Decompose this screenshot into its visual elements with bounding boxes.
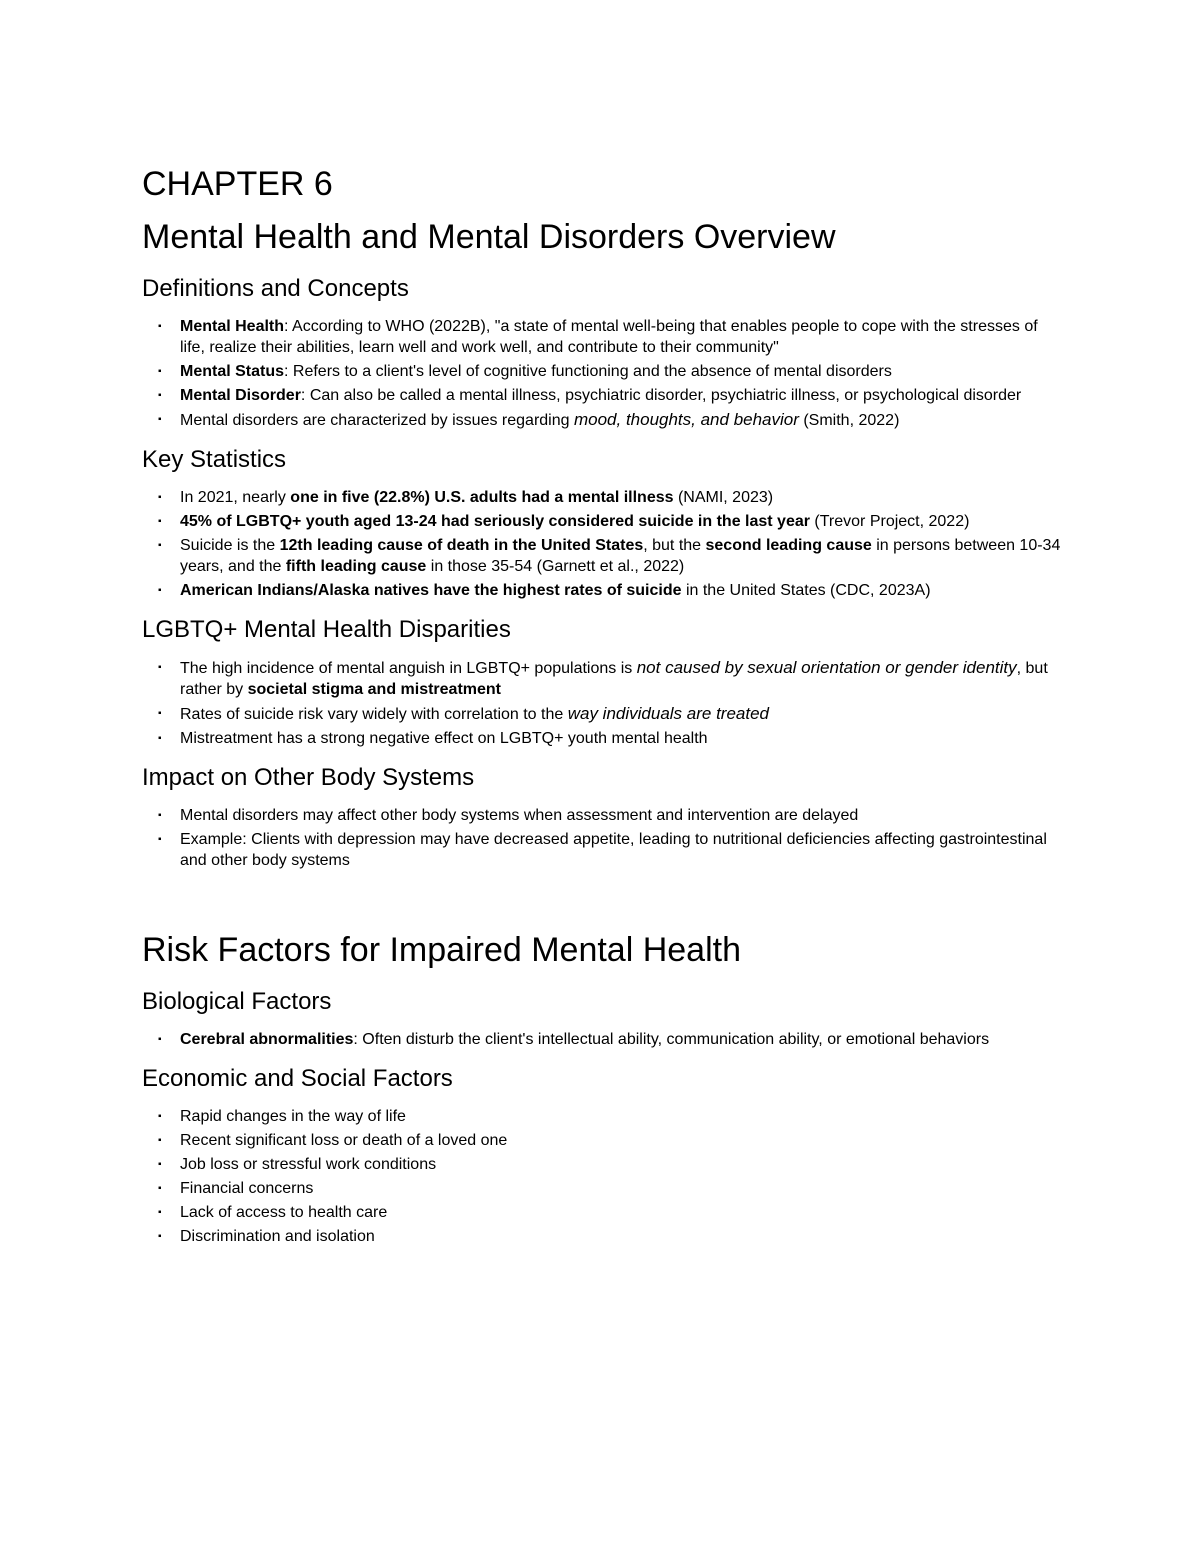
bold-text: American Indians/Alaska natives have the highest rates of suicide [180, 582, 682, 599]
list-item: ▪ Rapid changes in the way of life [142, 1106, 1062, 1127]
text-segment: in persons between 10-34 years, and the [180, 537, 1061, 575]
emphasis-text: not caused by sexual orientation or gender identity [636, 658, 1017, 677]
bold-text: one in five (22.8%) U.S. adults had a mental illness [290, 489, 674, 506]
heading-definitions: Definitions and Concepts [142, 275, 409, 302]
list-item [142, 657, 1062, 700]
list-item: ▪ Mistreatment has a strong negative effect on LGBTQ+ youth mental health [142, 728, 1062, 749]
list-item: ▪ Lack of access to health care [142, 1202, 1062, 1223]
heading-lgbtq-disparities: LGBTQ+ Mental Health Disparities [142, 616, 511, 643]
list-item [142, 316, 1062, 358]
list-item [142, 487, 1062, 508]
emphasis-text: mood, thoughts, and behavior [573, 410, 799, 429]
list-item: ▪ Recent significant loss or death of a loved one [142, 1130, 1062, 1151]
definition-text: : Can also be called a mental illness, psychiatric disorder, psychiatric illness, or psychological disorder [300, 387, 1022, 404]
term-mental-disorder: Mental Disorder [180, 387, 301, 404]
list-item [142, 580, 1062, 601]
text-segment: in the United States (CDC, 2023A) [681, 582, 931, 599]
chapter-heading: CHAPTER 6 [142, 165, 333, 203]
text-segment: Suicide is the [180, 537, 280, 554]
heading-economic-social-factors: Economic and Social Factors [142, 1065, 453, 1092]
list-item [142, 361, 1062, 382]
list-item: ▪ Discrimination and isolation [142, 1226, 1062, 1247]
text-segment: in those 35-54 (Garnett et al., 2022) [426, 558, 685, 575]
bold-text: 12th leading cause of death in the United States [279, 537, 644, 554]
heading-key-statistics: Key Statistics [142, 446, 287, 473]
bold-text: 45% of LGBTQ+ youth aged 13-24 had seriously considered suicide in the last year [180, 513, 810, 530]
text-segment: Mental disorders are characterized by issues regarding [180, 412, 574, 429]
list-item: ▪ Example: Clients with depression may have decreased appetite, leading to nutritional deficiencies affecting gastrointestinal and other body systems [142, 829, 1062, 871]
text-segment: (Smith, 2022) [798, 412, 900, 429]
text-segment: In 2021, nearly [180, 489, 291, 506]
document-page [142, 160, 1062, 1250]
bold-text: fifth leading cause [285, 558, 427, 575]
impact-list [142, 805, 1062, 871]
statistics-list [142, 487, 1062, 601]
term-cerebral-abnormalities: Cerebral abnormalities [180, 1031, 354, 1048]
lgbtq-list [142, 657, 1062, 749]
definitions-list [142, 316, 1062, 431]
definition-text: : Refers to a client's level of cognitive functioning and the absence of mental disorders [284, 363, 892, 380]
list-item [142, 409, 1062, 431]
bold-text: societal stigma and mistreatment [247, 681, 502, 698]
section-title-overview: Mental Health and Mental Disorders Overview [142, 218, 836, 256]
emphasis-text: way individuals are treated [567, 704, 769, 723]
heading-biological-factors: Biological Factors [142, 988, 332, 1015]
list-item [142, 511, 1062, 532]
list-item [142, 1029, 1062, 1050]
list-item: ▪ Financial concerns [142, 1178, 1062, 1199]
text-segment: (Trevor Project, 2022) [809, 513, 970, 530]
text-segment: (NAMI, 2023) [673, 489, 774, 506]
list-item [142, 535, 1062, 577]
text-segment: Rates of suicide risk vary widely with correlation to the [180, 706, 568, 723]
text-segment: The high incidence of mental anguish in LGBTQ+ populations is [180, 660, 637, 677]
list-item [142, 703, 1062, 725]
list-item: ▪ Mental disorders may affect other body systems when assessment and intervention are delayed [142, 805, 1062, 826]
definition-text: : According to WHO (2022B), "a state of mental well-being that enables people to cope with the stresses of life, realize their abilities, learn well and work well, and contribute to their community" [180, 318, 1038, 356]
economic-list [142, 1106, 1062, 1247]
section-title-risk-factors: Risk Factors for Impaired Mental Health [142, 931, 741, 969]
list-item: ▪ Job loss or stressful work conditions [142, 1154, 1062, 1175]
biological-list [142, 1029, 1062, 1050]
term-mental-status: Mental Status [180, 363, 285, 380]
term-mental-health: Mental Health [180, 318, 285, 335]
heading-impact-body-systems: Impact on Other Body Systems [142, 764, 475, 791]
definition-text: : Often disturb the client's intellectual ability, communication ability, or emotional behaviors [353, 1031, 990, 1048]
bold-text: second leading cause [705, 537, 872, 554]
text-segment: , but the [643, 537, 706, 554]
text-segment: , but rather by [180, 660, 1048, 698]
list-item [142, 385, 1062, 406]
